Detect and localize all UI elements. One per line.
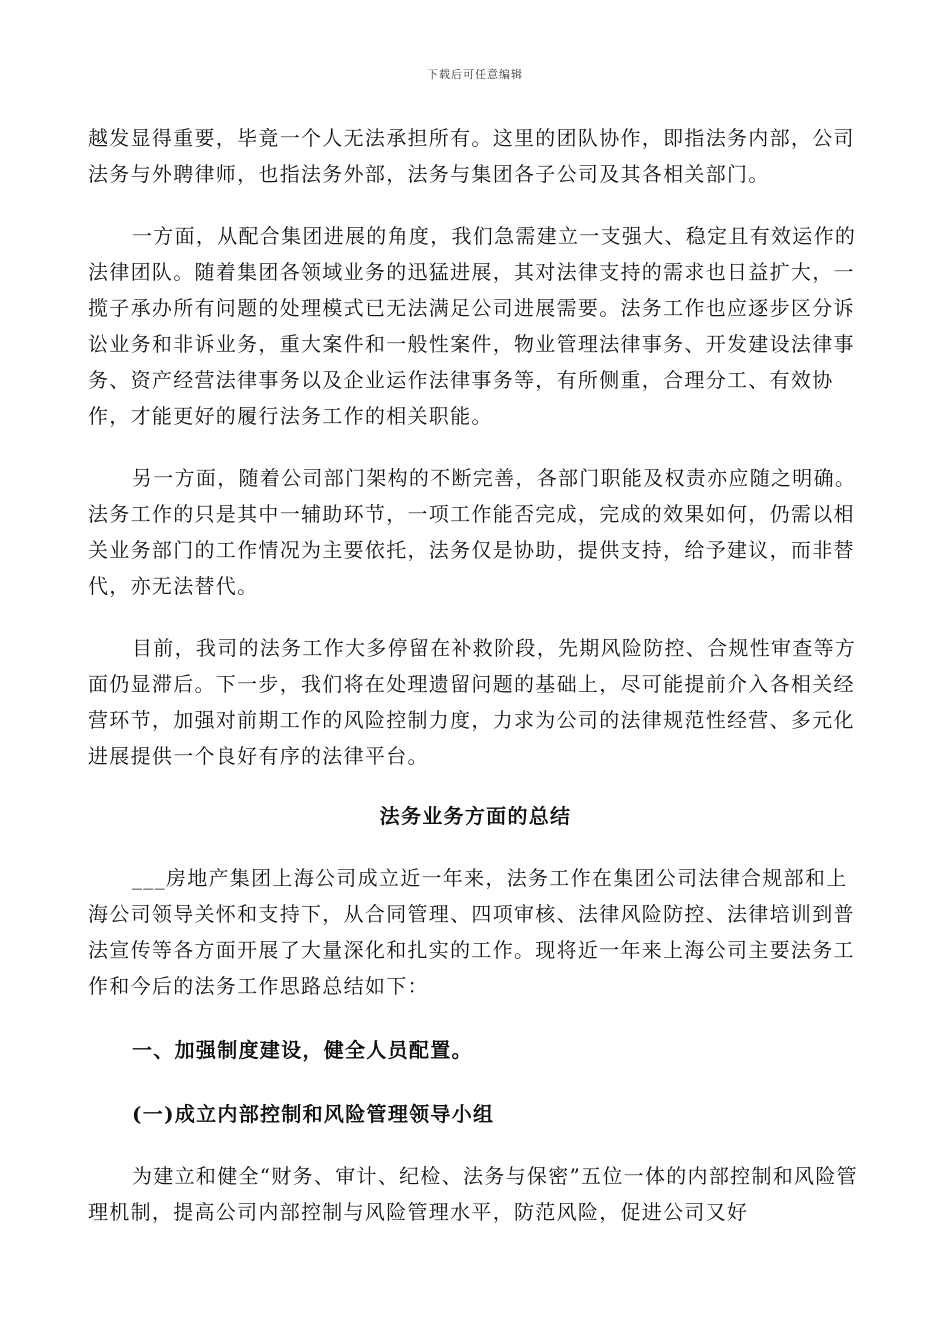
heading-level-2: (一)成立内部控制和风险管理领导小组 <box>132 1102 495 1126</box>
paragraph-department-structure: 另一方面，随着公司部门架构的不断完善，各部门职能及权责亦应随之明确。法务工作的只是其中一辅助环节，一项工作能否完成，完成的效果如何，仍需以相关业务部门的工作情况为主要依托，法务仅是协助，提供支持，给予建议，而非替代，亦无法替代。 <box>88 466 857 598</box>
section-title: 法务业务方面的总结 <box>379 804 572 828</box>
paragraph-legal-team: 一方面，从配合集团进展的角度，我们急需建立一支强大、稳定且有效运作的法律团队。随着集团各领域业务的迅猛进展，其对法律支持的需求也日益扩大，一揽子承办所有问题的处理模式已无法满足公司进展需要。法务工作也应逐步区分诉讼业务和非诉业务，重大案件和一般性案件，物业管理法律事务、开发建设法律事务、资产经营法律事务以及企业运作法律事务等，有所侧重，合理分工、有效协作，才能更好的履行法务工作的相关职能。 <box>88 224 857 428</box>
paragraph-summary-intro: ___房地产集团上海公司成立近一年来，法务工作在集团公司法律合规部和上海公司领导关怀和支持下，从合同管理、四项审核、法律风险防控、法律培训到普法宣传等各方面开展了大量深化和扎实的工作。现将近一年来上海公司主要法务工作和今后的法务工作思路总结如下： <box>88 866 855 998</box>
heading-level-1: 一、加强制度建设，健全人员配置。 <box>132 1038 473 1062</box>
document-body <box>88 120 863 1230</box>
paragraph-current-status: 目前，我司的法务工作大多停留在补救阶段，先期风险防控、合规性审查等方面仍显滞后。下一步，我们将在处理遗留问题的基础上，尽可能提前介入各相关经营环节，加强对前期工作的风险控制力度，力求为公司的法律规范性经营、多元化进展提供一个良好有序的法律平台。 <box>88 636 857 768</box>
paragraph-team-collaboration: 越发显得重要，毕竟一个人无法承担所有。这里的团队协作，即指法务内部，公司法务与外聘律师，也指法务外部，法务与集团各子公司及其各相关部门。 <box>88 126 855 186</box>
page-header-note: 下载后可任意编辑 <box>427 68 523 81</box>
paragraph-internal-control: 为建立和健全“财务、审计、纪检、法务与保密”五位一体的内部控制和风险管理机制，提高公司内部控制与风险管理水平，防范风险，促进公司又好 <box>88 1164 858 1224</box>
